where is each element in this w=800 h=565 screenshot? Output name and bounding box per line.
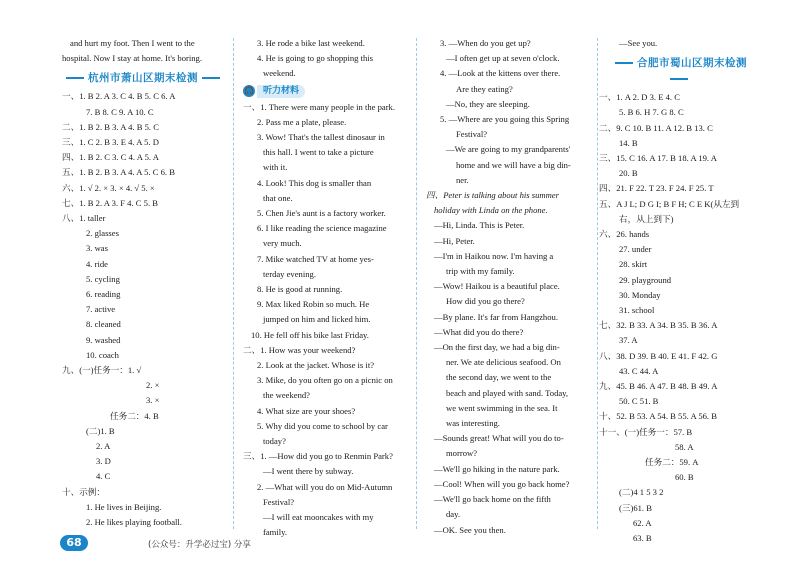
answer-line: 62. A <box>633 517 652 528</box>
script-line: 8. He is good at running. <box>257 284 343 295</box>
answer-line: 3. × <box>146 395 160 406</box>
answer-line: 五、1. B 2. B 3. A 4. A 5. C 6. B <box>62 167 175 178</box>
answer-line: 八、38. D 39. B 40. E 41. F 42. G <box>599 350 718 361</box>
script-line: 3. —When do you get up? <box>440 38 531 48</box>
script-line: jumped on him and licked him. <box>263 314 371 325</box>
script-line: —I went there by subway. <box>263 466 354 477</box>
script-line: —Sounds great! What will you do to- <box>434 433 564 444</box>
script-line: 3. Wow! That's the tallest dinosaur in <box>257 132 385 143</box>
script-line: 3. Mike, do you often go on a picnic on <box>257 375 393 386</box>
answer-line: 63. B <box>633 533 652 544</box>
listening-material-heading <box>243 85 305 98</box>
answer-line: 九、45. B 46. A 47. B 48. B 49. A <box>599 381 718 392</box>
script-line: —Cool! When will you go back home? <box>434 478 570 489</box>
script-line: with it. <box>263 162 288 173</box>
script-line: —See you. <box>619 38 658 48</box>
column-divider <box>233 38 234 529</box>
script-line: —No, they are sleeping. <box>446 98 530 109</box>
script-line: trip with my family. <box>446 266 515 277</box>
answer-line: 十一、(一)任务一：57. B <box>599 426 693 437</box>
answer-line: 十、52. B 53. A 54. B 55. A 56. B <box>599 411 717 422</box>
answer-line: 27. under <box>619 244 652 255</box>
script-line: morrow? <box>446 448 478 459</box>
answer-line: 2. A <box>96 441 111 452</box>
script-line: beach and played with sand. Today, <box>446 387 569 398</box>
answer-line: 4. C <box>96 471 111 482</box>
answer-line: 6. reading <box>86 289 121 300</box>
script-line: 2. —What will you do on Mid-Autumn <box>257 481 393 492</box>
script-line: the second day, we went to the <box>446 372 552 383</box>
script-line: home and we will have a big din- <box>456 159 571 170</box>
script-line: 4. Look! This dog is smaller than <box>257 177 372 188</box>
answer-line: 任务二：4. B <box>110 410 159 421</box>
script-line: 5. Chen Jie's aunt is a factory worker. <box>257 208 386 219</box>
answer-line: 14. B <box>619 137 638 148</box>
listening-label: 听力材料 <box>257 85 305 98</box>
script-line: Are they eating? <box>456 83 513 94</box>
script-line: that one. <box>263 192 293 203</box>
column-1 <box>62 36 224 530</box>
answer-line: 2. He likes playing football. <box>86 517 182 528</box>
page-number: 68 <box>60 535 88 551</box>
answer-line: 2. glasses <box>86 228 119 239</box>
script-line: How did you go there? <box>446 296 525 307</box>
answer-line: 三、1. C 2. B 3. E 4. A 5. D <box>62 137 159 148</box>
script-line: 5. —Where are you going this Spring <box>440 114 570 125</box>
script-line: —Wow! Haikou is a beautiful place. <box>434 281 560 292</box>
script-line: —I will eat mooncakes with my <box>263 512 374 523</box>
text-line: 4. He is going to go shopping this <box>257 53 374 64</box>
script-line: 6. I like reading the science magazine <box>257 223 387 234</box>
script-line: 四、Peter is talking about his summer <box>426 190 559 201</box>
script-line: —OK. See you then. <box>434 524 506 535</box>
script-line: today? <box>263 436 286 447</box>
script-line: 9. Max liked Robin so much. He <box>257 299 370 310</box>
answer-line: 9. washed <box>86 334 121 345</box>
answer-line: 四、1. B 2. C 3. C 4. A 5. A <box>62 152 159 163</box>
answer-line: 九、(一)任务一：1. √ <box>62 365 142 376</box>
script-line: —Hi, Peter. <box>434 235 475 246</box>
answer-line: (三)61. B <box>619 502 652 513</box>
script-line: —What did you do there? <box>434 326 524 337</box>
answer-line: (二)1. B <box>86 425 115 436</box>
script-line: —By plane. It's far from Hangzhou. <box>434 311 558 322</box>
answer-line: 六、26. hands <box>599 229 650 240</box>
answer-line: 右，从上到下) <box>619 213 674 224</box>
answer-line: 三、15. C 16. A 17. B 18. A 19. A <box>599 153 717 164</box>
footer-note: (公众号：升学必过宝) 分享 <box>148 540 251 550</box>
answer-line: 七、1. B 2. A 3. F 4. C 5. B <box>62 197 158 208</box>
answer-line: 8. cleaned <box>86 319 121 330</box>
answer-line: 7. B 8. C 9. A 10. C <box>86 106 154 117</box>
answer-line: 43. C 44. A <box>619 365 659 376</box>
script-line: —We'll go hiking in the nature park. <box>434 463 560 474</box>
script-line: day. <box>446 509 460 520</box>
script-line: 三、1. —How did you go to Renmin Park? <box>243 451 393 462</box>
script-line: Festival? <box>263 496 295 507</box>
script-line: we went swimming in the sea. It <box>446 402 558 413</box>
script-line: 4. What size are your shoes? <box>257 405 356 416</box>
text-line: 3. He rode a bike last weekend. <box>257 38 365 48</box>
script-line: this hall. I went to take a picture <box>263 147 374 158</box>
script-line: the weekend? <box>263 390 311 401</box>
answer-line: 60. B <box>675 472 694 483</box>
column-2 <box>243 36 408 541</box>
answer-line: 10. coach <box>86 349 119 360</box>
answer-line: 30. Monday <box>619 289 661 300</box>
script-line: 2. Look at the jacket. Whose is it? <box>257 360 375 371</box>
answer-line: 2. × <box>146 380 160 391</box>
section-title-hefei: 合肥市蜀山区期末检测 <box>599 55 759 87</box>
script-line: 2. Pass me a plate, please. <box>257 116 347 127</box>
answer-line: 二、1. B 2. B 3. A 4. B 5. C <box>62 121 159 132</box>
answer-line: 一、1. A 2. D 3. E 4. C <box>599 92 680 103</box>
script-line: very much. <box>263 238 302 249</box>
answer-line: 29. playground <box>619 274 672 285</box>
script-line: 一、1. There were many people in the park. <box>243 101 396 112</box>
script-line: 7. Mike watched TV at home yes- <box>257 253 374 264</box>
answer-line: 四、21. F 22. T 23. F 24. F 25. T <box>599 183 714 194</box>
script-line: —We'll go back home on the fifth <box>434 494 551 505</box>
text-line: hospital. Now I stay at home. It's boring. <box>62 53 202 64</box>
script-line: 10. He fell off his bike last Friday. <box>251 329 369 340</box>
script-line: was interesting. <box>446 418 500 429</box>
answer-line: 八、1. taller <box>62 213 106 224</box>
script-line: Festival? <box>456 129 488 140</box>
answer-line: 58. A <box>675 441 694 452</box>
answer-line: 5. cycling <box>86 273 120 284</box>
answer-line: 37. A <box>619 335 638 346</box>
script-line: holiday with Linda on the phone. <box>434 205 548 216</box>
answer-line: 3. D <box>96 456 111 467</box>
answer-line: 任务二：59. A <box>645 457 699 468</box>
answer-line: 十、示例： <box>62 486 105 497</box>
script-line: 二、1. How was your weekend? <box>243 344 356 355</box>
answer-line: 5. B 6. H 7. G 8. C <box>619 107 684 118</box>
answer-line: 50. C 51. B <box>619 396 659 407</box>
answer-line: 20. B <box>619 168 638 179</box>
script-line: —Hi, Linda. This is Peter. <box>434 220 525 231</box>
column-divider <box>416 38 417 529</box>
answer-line: 31. school <box>619 305 655 316</box>
section-title-hangzhou: 杭州市萧山区期末检测 <box>62 70 224 86</box>
answer-line: (二)4 1 5 3 2 <box>619 487 664 498</box>
script-line: —On the first day, we had a big din- <box>434 342 560 353</box>
script-line: family. <box>263 527 288 538</box>
answer-line: 28. skirt <box>619 259 648 270</box>
column-divider <box>597 38 598 529</box>
script-line: terday evening. <box>263 268 316 279</box>
script-line: —I often get up at seven o'clock. <box>446 53 560 64</box>
answer-line: 六、1. √ 2. × 3. × 4. √ 5. × <box>62 182 155 193</box>
text-line: and hurt my foot. Then I went to the <box>70 38 195 48</box>
script-line: —We are going to my grandparents' <box>446 144 571 155</box>
text-line: weekend. <box>263 68 296 79</box>
answer-line: 二、9. C 10. B 11. A 12. B 13. C <box>599 122 713 133</box>
script-line: ner. We ate delicious seafood. On <box>446 357 561 368</box>
answer-line: 7. active <box>86 304 116 315</box>
answer-line: 五、A J L; D G I; B F H; C E K(从左到 <box>599 198 740 209</box>
script-line: —I'm in Haikou now. I'm having a <box>434 250 554 261</box>
headphones-icon: 🎧 <box>244 86 254 96</box>
answer-line: 一、1. B 2. A 3. C 4. B 5. C 6. A <box>62 91 176 102</box>
column-3 <box>426 36 594 538</box>
answer-line: 1. He lives in Beijing. <box>86 501 162 512</box>
script-line: 4. —Look at the kittens over there. <box>440 68 561 79</box>
column-4 <box>599 36 759 546</box>
script-line: 5. Why did you come to school by car <box>257 420 388 431</box>
answer-line: 七、32. B 33. A 34. B 35. B 36. A <box>599 320 718 331</box>
answer-line: 3. was <box>86 243 108 254</box>
answer-line: 4. ride <box>86 258 108 269</box>
script-line: ner. <box>456 174 469 185</box>
